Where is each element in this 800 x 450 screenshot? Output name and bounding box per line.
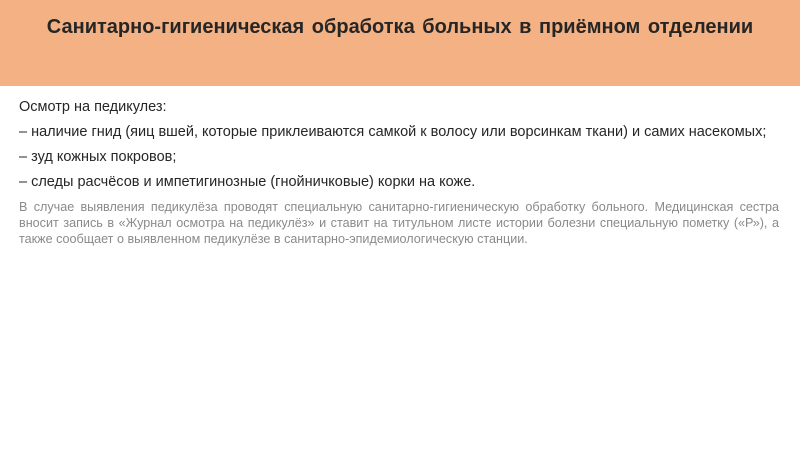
slide-title: Санитарно-гигиеническая обработка больных в приёмном отделении [46,16,754,38]
note-paragraph: В случае выявления педикулёза проводят специальную санитарно-гигиеническую обработку больного. Медицинская сестра вносит запись в «Журнал осмотра на педикулёз» и ставит на титульном листе истории болезни специальную пометку («Р»), а также сообщает о выявленном педикулёзе в санитарно-эпидемиологическую станции. [19,200,779,246]
list-item: – зуд кожных покровов; [19,149,177,165]
list-item: – наличие гнид (яиц вшей, которые приклеиваются самкой к волосу или ворсинкам ткани) и самих насекомых; [19,124,767,140]
title-band [0,0,800,86]
slide-content [19,98,779,247]
list-item: – следы расчёсов и импетигинозные (гнойничковые) корки на коже. [19,174,476,190]
lead-text: Осмотр на педикулез: [19,99,167,115]
